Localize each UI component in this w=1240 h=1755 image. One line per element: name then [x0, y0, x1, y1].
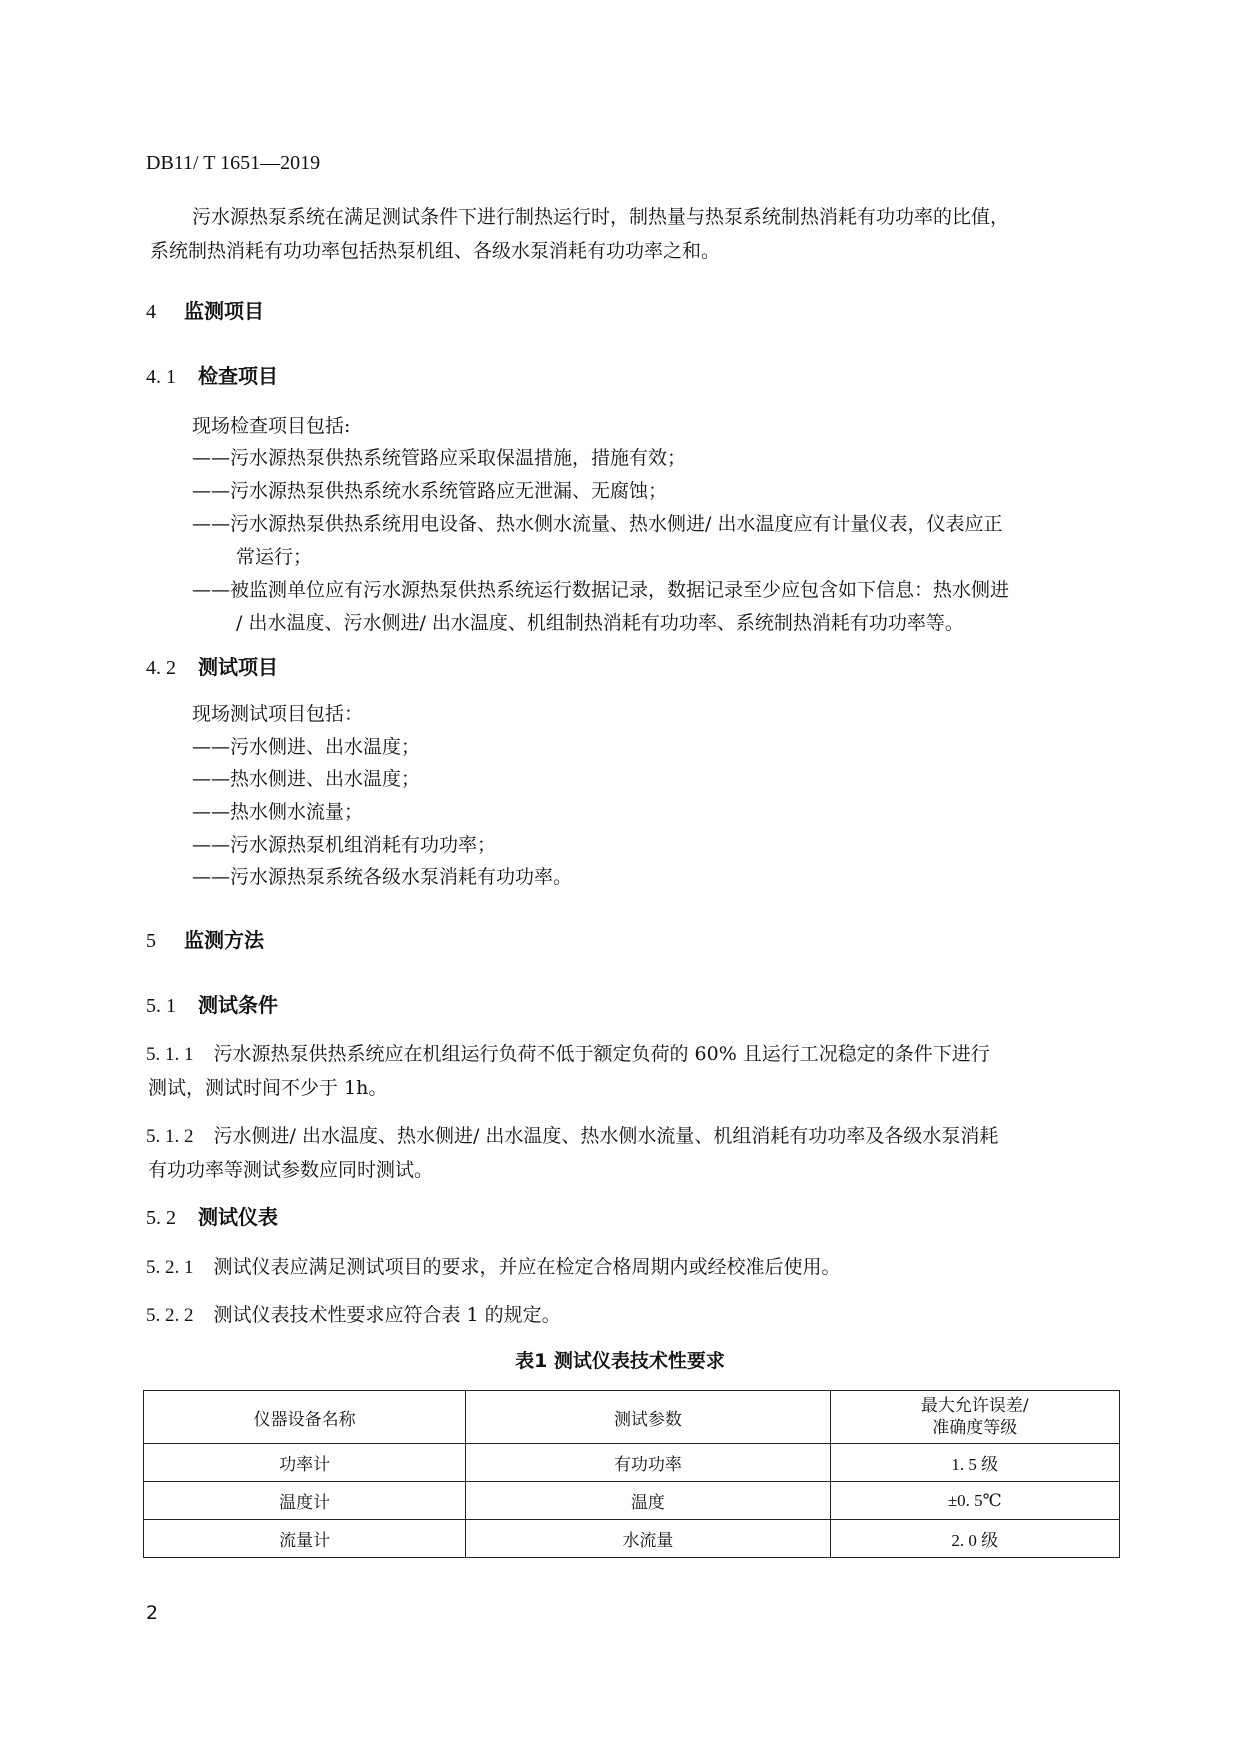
table-cell: 2. 0 级 — [830, 1520, 1119, 1558]
section-number: 4. 1 — [146, 366, 176, 388]
list-item: ——污水源热泵供热系统用电设备、热水侧水流量、热水侧进/ 出水温度应有计量仪表，仪表应正 — [192, 513, 1003, 535]
list-item: ——污水源热泵系统各级水泵消耗有功功率。 — [192, 866, 573, 888]
clause-5-1-1-continuation: 测试，测试时间不少于 1h。 — [148, 1077, 388, 1099]
section-4-1-heading — [146, 361, 278, 392]
list-item-continuation: 常运行； — [236, 546, 313, 568]
section-title: 测试仪表 — [198, 1205, 278, 1229]
list-item: ——污水源热泵供热系统管路应采取保温措施，措施有效； — [192, 447, 687, 469]
table-cell: 功率计 — [144, 1444, 466, 1482]
section-title: 监测方法 — [184, 928, 264, 952]
document-code: DB11/ T 1651—2019 — [146, 152, 321, 174]
section-title: 测试项目 — [198, 655, 278, 679]
section-5-heading — [146, 925, 264, 956]
table-row — [144, 1520, 1120, 1558]
clause-number: 5. 2. 2 — [146, 1305, 194, 1326]
table-cell: 水流量 — [466, 1520, 830, 1558]
list-item: ——污水侧进、出水温度； — [192, 736, 421, 758]
section-5-2-heading — [146, 1202, 278, 1233]
section-number: 5. 1 — [146, 995, 176, 1017]
page-number: 2 — [146, 1602, 159, 1624]
check-items-lead: 现场检查项目包括: — [192, 415, 351, 437]
test-items-lead: 现场测试项目包括： — [192, 703, 364, 725]
section-4-2-heading — [146, 652, 278, 683]
clause-5-1-1 — [146, 1039, 990, 1070]
table-cell: 温度计 — [144, 1482, 466, 1520]
list-item: ——热水侧水流量； — [192, 801, 364, 823]
list-item: ——热水侧进、出水温度； — [192, 768, 421, 790]
clause-5-2-1 — [146, 1252, 841, 1283]
table-caption: 表1 测试仪表技术性要求 — [515, 1350, 725, 1372]
column-header: 仪器设备名称 — [144, 1391, 466, 1444]
section-4-heading — [146, 296, 264, 327]
clause-number: 5. 1. 2 — [146, 1126, 194, 1147]
list-item: ——污水源热泵供热系统水系统管路应无泄漏、无腐蚀； — [192, 480, 668, 502]
list-item-continuation: / 出水温度、污水侧进/ 出水温度、机组制热消耗有功功率、系统制热消耗有功功率等。 — [236, 612, 964, 634]
clause-number: 5. 1. 1 — [146, 1044, 194, 1065]
section-5-1-heading — [146, 990, 278, 1021]
column-header-line: 准确度等级 — [932, 1418, 1018, 1438]
list-item: ——污水源热泵机组消耗有功功率； — [192, 834, 497, 856]
section-number: 4 — [146, 301, 156, 323]
column-header — [830, 1391, 1119, 1444]
table-row — [144, 1444, 1120, 1482]
column-header: 测试参数 — [466, 1391, 830, 1444]
intro-line-2: 系统制热消耗有功功率包括热泵机组、各级水泵消耗有功功率之和。 — [150, 240, 721, 262]
table-cell: ±0. 5℃ — [830, 1482, 1119, 1520]
column-header-line: 最大允许误差/ — [920, 1396, 1029, 1416]
table-cell: 温度 — [466, 1482, 830, 1520]
section-title: 监测项目 — [184, 299, 264, 323]
intro-line-1: 污水源热泵系统在满足测试条件下进行制热运行时，制热量与热泵系统制热消耗有功功率的比值， — [192, 206, 1010, 228]
section-number: 5. 2 — [146, 1207, 176, 1229]
clause-text: 污水源热泵供热系统应在机组运行负荷不低于额定负荷的 60% 且运行工况稳定的条件下进行 — [213, 1043, 990, 1065]
table-cell: 流量计 — [144, 1520, 466, 1558]
list-item: ——被监测单位应有污水源热泵供热系统运行数据记录，数据记录至少应包含如下信息：热水侧进 — [192, 579, 1010, 601]
instrument-spec-table — [143, 1390, 1120, 1558]
section-number: 4. 2 — [146, 657, 176, 679]
section-number: 5 — [146, 930, 156, 952]
section-title: 检查项目 — [198, 364, 278, 388]
table-header-row — [144, 1391, 1120, 1444]
section-title: 测试条件 — [198, 993, 278, 1017]
clause-5-1-2 — [146, 1121, 998, 1152]
table-cell: 1. 5 级 — [830, 1444, 1119, 1482]
clause-text: 测试仪表应满足测试项目的要求，并应在检定合格周期内或经校准后使用。 — [213, 1256, 841, 1278]
clause-5-2-2 — [146, 1300, 561, 1331]
clause-text: 测试仪表技术性要求应符合表 1 的规定。 — [213, 1304, 561, 1326]
clause-5-1-2-continuation: 有功功率等测试参数应同时测试。 — [148, 1159, 434, 1181]
table-row — [144, 1482, 1120, 1520]
table-cell: 有功功率 — [466, 1444, 830, 1482]
clause-text: 污水侧进/ 出水温度、热水侧进/ 出水温度、热水侧水流量、机组消耗有功功率及各级水泵消耗 — [213, 1125, 999, 1147]
clause-number: 5. 2. 1 — [146, 1257, 194, 1278]
